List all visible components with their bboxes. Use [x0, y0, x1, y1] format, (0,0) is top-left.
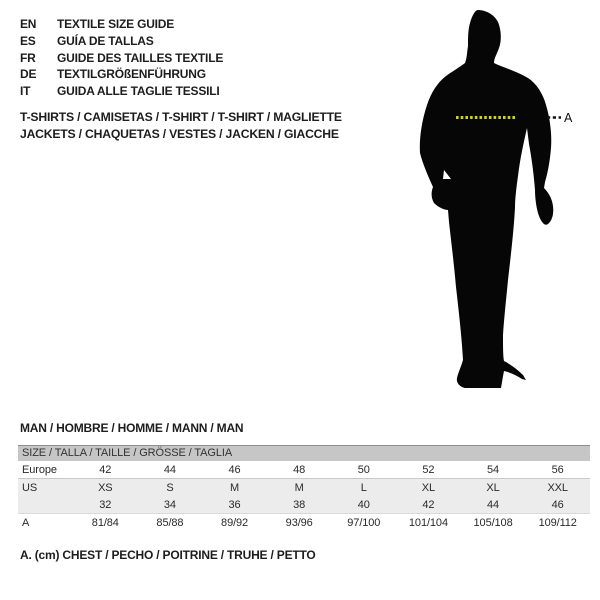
cell-europe-8: 56 [551, 463, 564, 476]
cell-us-6: XL [421, 481, 436, 494]
section-heading-man: MAN / HOMBRE / HOMME / MANN / MAN [20, 421, 244, 435]
table-row-size3 [18, 496, 590, 513]
lang-code-en: EN [20, 17, 37, 31]
row-label-a: A [22, 517, 30, 529]
row-label-us: US [22, 481, 38, 494]
lang-text-de: TEXTILGRÖßENFÜHRUNG [57, 67, 206, 82]
legend-row-es [20, 33, 380, 50]
man-silhouette-figure [413, 0, 578, 396]
cell-size3-7: 44 [487, 498, 500, 511]
cell-us-2: S [166, 481, 174, 494]
cell-europe-6: 52 [422, 463, 435, 476]
category-tshirts: T-SHIRTS / CAMISETAS / T-SHIRT / T-SHIRT / MAGLIETTE [20, 110, 342, 124]
cell-us-5: L [360, 481, 367, 494]
cell-europe-4: 48 [293, 463, 306, 476]
legend-row-it [20, 83, 380, 100]
lang-code-fr: FR [20, 50, 36, 65]
cell-size3-8: 46 [551, 498, 564, 511]
size-table-header: SIZE / TALLA / TAILLE / GRÖSSE / TAGLIA [18, 446, 590, 461]
cell-europe-5: 50 [357, 463, 370, 476]
cell-a-4: 93/96 [285, 517, 313, 529]
lang-text-it: GUIDA ALLE TAGLIE TESSILI [57, 84, 220, 99]
cell-us-4: M [294, 481, 304, 494]
cell-a-1: 81/84 [91, 517, 119, 529]
legend-row-de [20, 66, 380, 83]
lang-text-en: TEXTILE SIZE GUIDE [57, 17, 175, 31]
measurement-label-a: A [564, 111, 573, 125]
category-jackets: JACKETS / CHAQUETAS / VESTES / JACKEN / GIACCHE [20, 127, 339, 142]
garment-categories [20, 109, 420, 143]
cell-europe-2: 44 [163, 463, 176, 476]
cell-europe-7: 54 [487, 463, 500, 476]
lang-code-it: IT [20, 84, 31, 99]
man-silhouette [420, 10, 553, 388]
table-row-us [18, 478, 590, 496]
cell-size3-4: 38 [293, 498, 306, 511]
cell-size3-2: 34 [163, 498, 176, 511]
cell-a-8: 109/112 [538, 517, 577, 529]
language-legend [20, 16, 380, 100]
cell-us-1: XS [98, 481, 113, 494]
cell-us-3: M [230, 481, 240, 494]
cell-size3-3: 36 [228, 498, 241, 511]
size-table [18, 445, 590, 532]
cell-a-6: 101/104 [408, 517, 448, 529]
cell-a-5: 97/100 [347, 517, 381, 529]
legend-row-fr [20, 50, 380, 67]
cell-europe-1: 42 [99, 463, 112, 476]
cell-size3-6: 42 [422, 498, 435, 511]
table-row-chest-a [18, 513, 590, 532]
cell-size3-5: 40 [357, 498, 370, 511]
cell-size3-1: 32 [99, 498, 112, 511]
cell-a-3: 89/92 [221, 517, 249, 529]
cell-a-2: 85/88 [156, 517, 184, 529]
measurement-footnote: A. (cm) CHEST / PECHO / POITRINE / TRUHE / PETTO [20, 548, 316, 562]
cell-us-7: XL [486, 481, 500, 494]
cell-europe-3: 46 [228, 463, 241, 476]
table-row-europe [18, 461, 590, 478]
cell-a-7: 105/108 [473, 517, 513, 529]
lang-code-de: DE [20, 67, 37, 82]
lang-text-fr: GUIDE DES TAILLES TEXTILE [57, 50, 224, 65]
legend-row-en [20, 16, 380, 33]
row-label-europe: Europe [22, 463, 57, 476]
lang-code-es: ES [20, 33, 36, 48]
lang-text-es: GUÍA DE TALLAS [57, 33, 154, 48]
cell-us-8: XXL [547, 481, 568, 494]
